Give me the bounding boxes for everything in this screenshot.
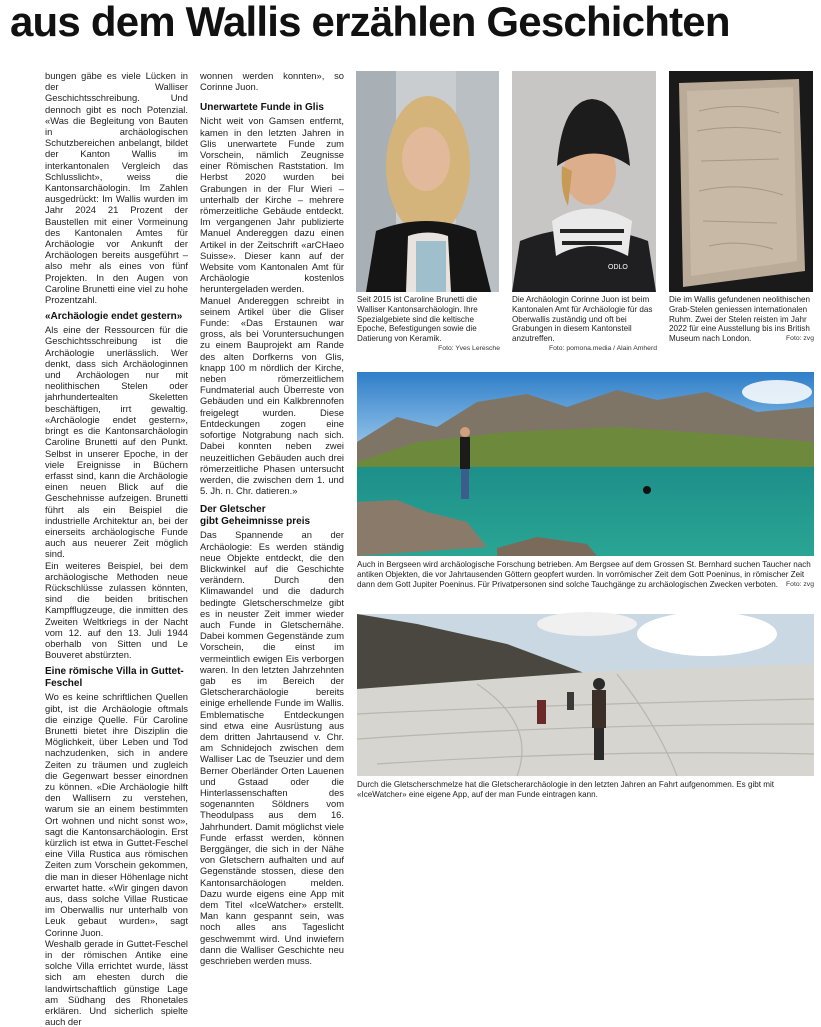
paragraph: Wo es keine schriftlichen Quellen gibt, ist die Archäologie oftmals die einzige Quelle. Für Caroline Brunetti bietet ihre Disziplin die Möglichkeit, über Leben und Tod nachzudenken, sich in andere Zeiten zu träumen und zugleich die Gegenwart besser einordnen zu können. «Die Archäologie hilft den Wallisern zu verstehen, warum sie an einem bestimmten Ort wohnen und nicht sonst wo», sagt die Kantonsarchäologin. Erst kürzlich ist etwa in Guttet-Feschel eine Villa Rustica aus römischen Zeiten zum Vorschein gekommen, die man in dieser Höhenlage nicht erwartet hatte. «Wir gingen davon aus, dass solche Villae Rusticae im Oberwallis nur unterhalb von Leuk gebaut wurden», sagt Corinne Juon. (45, 691, 188, 938)
paragraph: Manuel Andereggen schreibt in seinem Artikel über die Gliser Funde: «Das Erstaunen war gross, als bei Voruntersuchungen zu einem Bauprojekt am Rande des alten Dorfkerns von Glis, knapp 100 m nördlich der Kirche, neben römerzeitlichem Fundmaterial auch Überreste von Gebäuden und ein Kalkbrennofen freigelegt wurden. Diese Entdeckungen zogen eine sofortige Notgrabung nach sich. Dabei konnten neben zwei neuzeitlichen Gebäuden auch drei römerzeitliche Phasen untersucht werden, die zwischen dem 1. und 5. Jh. n. Chr. datieren.» (200, 294, 344, 497)
photo-mountain-lake (357, 372, 814, 556)
subheading-line: Der Gletscher (200, 504, 266, 516)
caption-text: Seit 2015 ist Caroline Brunetti die Walliser Kantonsarchäologin. Ihre Spezialgebiete sind die keltische Epoche, Befestigungen sowie die Datierung von Keramik. (357, 295, 478, 344)
caption-stele (669, 295, 814, 345)
caption-lake (357, 560, 814, 600)
subheading (200, 504, 344, 528)
caption-text: Auch in Bergseen wird archäologische Forschung betrieben. Am Bergsee auf dem Grossen St. Bernhard suchen Taucher nach antiken Objekten, die vor Jahrtausenden Göttern geopfert wurden. In vorrömischer Zeit dem Gott Poeninus, in römischer Zeit dann dem Gott Jupiter Poeninus. Für Privatpersonen sind solche Tauchgänge zu archäologischen Zwecken verboten. (357, 560, 811, 589)
caption-text: Die im Wallis gefundenen neolithischen Grab-Stelen geniessen internationalen Ruhm. Zwei der Stelen reisten im Jahr 2022 für eine Ausstellung bis ins British Museum nach London. (669, 295, 810, 344)
article-column-1 (45, 70, 188, 1027)
photo-stele (669, 71, 813, 292)
paragraph: Das Spannende an der Archäologie: Es werden ständig neue Objekte entdeckt, die den Blickwinkel auf die Geschichte verändern. Durch den Klimawandel und die dadurch bedingte Gletscherschmelze gibt es in neuster Zeit immer wieder auch Funde in Gletschernähe. Dabei kommen Gegenstände zum Vorschein, die einst im vermeintlich ewigen Eis verborgen waren. In den letzten Jahrzehnten gab es im Bereich der Gletscherarchäologie bereits einige erhellende Funde im Wallis. Emblematische Entdeckungen sind etwa eine Ausrüstung aus dem dritten Jahrtausend v. Chr. am Schnidejoch zwischen dem Walliser Lac de Tseuzier und dem Berner Oberländer Orten Lauenen und Gstaad oder die Hinterlassenschaften des sogenannten Söldners vom Theodulpass aus dem 16. Jahrhundert. Damit möglichst viele Funde erfasst werden, können Berggänger, die sich in der Nähe von Gletschern aufhalten und auf Gegenstände stossen, diese den Kantonsarchäologen melden. Dazu wurde eigens eine App mit dem Titel «IceWatcher» erstellt. Man kann gespannt sein, was noch alles ans Tageslicht geschwemmt wird. Und inwiefern dann die Walliser Geschichte neu geschrieben werden muss. (200, 529, 344, 967)
photo-credit: Foto: pomona.media / Alain Amherd (548, 344, 657, 352)
paragraph: Weshalb gerade in Guttet-Feschel in der römischen Antike eine solche Villa errichtet wurde, lässt sich am ehesten durch die landwirtschaftlich günstige Lage am Südhang des Rhonetales erklären. Und sicherlich spielte auch der (45, 937, 188, 1027)
photo-glacier-hikers (357, 614, 814, 776)
caption-glacier (357, 780, 814, 820)
caption-text: Die Archäologin Corinne Juon ist beim Kantonalen Amt für Archäologie für das Oberwallis zuständig und oft bei Grabungen in diesem Kantonsteil anzutreffen. (512, 295, 653, 344)
subheading-line: gibt Geheimnisse preis (200, 516, 311, 528)
photo-credit: Foto: zvg (786, 580, 814, 588)
caption-brunetti (357, 295, 500, 352)
paragraph: Nicht weit von Gamsen entfernt, kamen in den letzten Jahren in Glis unerwartete Funde zum Vorschein, nämlich Zeugnisse einer Römischen Raststation. Im Herbst 2020 wurden bei Grabungen in der Flur Wieri – unterhalb der Kirche – mehrere römerzeitliche Gebäude entdeckt. Im vergangenen Jahr publizierte Manuel Andereggen dazu einen Artikel in der Zeitschrift «arCHaeo Suisse». Dieser kann auf der Website vom Kantonalen Amt für Archäologie kostenlos heruntergeladen werden. (200, 115, 344, 295)
paragraph: wonnen werden konnten», so Corinne Juon. (200, 70, 344, 93)
paragraph: Ein weiteres Beispiel, bei dem archäologische Methoden neue Rückschlüsse zulassen könnten, sind die beiden britischen Kampfflugzeuge, die inmitten des Zweiten Weltkriegs in der Nacht vom 12. auf den 13. Juli 1944 oberhalb von Sitten und Le Bouveret abstürzten. (45, 559, 188, 661)
subheading: «Archäologie endet gestern» (45, 311, 183, 323)
photo-credit: Foto: zvg (786, 335, 814, 343)
article-column-2 (200, 70, 344, 967)
photo-caroline-brunetti (356, 71, 499, 292)
photo-corinne-juon (512, 71, 656, 292)
jacket-brand-text: ODLO (608, 264, 628, 271)
caption-text: Durch die Gletscherschmelze hat die Gletscherarchäologie in den letzten Jahren an Fahrt aufgenommen. Es gibt mit «IceWatcher» eine eigene App, auf der man Funde eintragen kann. (357, 780, 775, 799)
caption-juon (512, 295, 657, 352)
photo-credit: Foto: Yves Leresche (438, 344, 500, 352)
paragraph: bungen gäbe es viele Lücken in der Walliser Geschichtsschreibung. Und dennoch gibt es noch Potenzial. «Was die Begleitung von Bauten in archäologischen Schutzbereichen anbelangt, bildet der Kanton Wallis im interkantonalen Vergleich das Schlusslicht», weiss die Kantonsarchäologin. Im Zahlen ausgedrückt: Im Wallis wurden im Jahr 2024 21 Prozent der Baustellen mit einer Vormeinung des Kantonalen Amtes für Archäologie vor Ankunft der Archäologen bereits ausgeführt – also mehr als eines von fünf Projekten. In den Augen von Caroline Brunetti eine viel zu hohe Prozentzahl. (45, 70, 188, 306)
subheading: Eine römische Villa in Guttet-Feschel (45, 666, 184, 690)
subheading: Unerwartete Funde in Glis (200, 102, 324, 114)
paragraph: Als eine der Ressourcen für die Geschichtsschreibung ist die Archäologie unerlässlich. Wer denkt, dass sich Archäologinnen und Archäologen nur mit neolithischen Stelen oder jahrhundertealten Skeletten beschäftigen, irrt gewaltig. «Archäologie endet gestern», bringt es die Kantonsarchäologin Caroline Brunetti auf den Punkt. Selbst in unserer Epoche, in der viele Ereignisse in Büchern erfasst sind, kann die Archäologie einen neuen Blick auf die Geschehnisse aufzeigen. Brunetti führt als ein Beispiel die industrielle Architektur an, bei der einerseits archäologische Funde auch aus neuerer Zeit möglich sind. (45, 324, 188, 560)
headline: aus dem Wallis erzählen Geschichten (10, 0, 730, 45)
